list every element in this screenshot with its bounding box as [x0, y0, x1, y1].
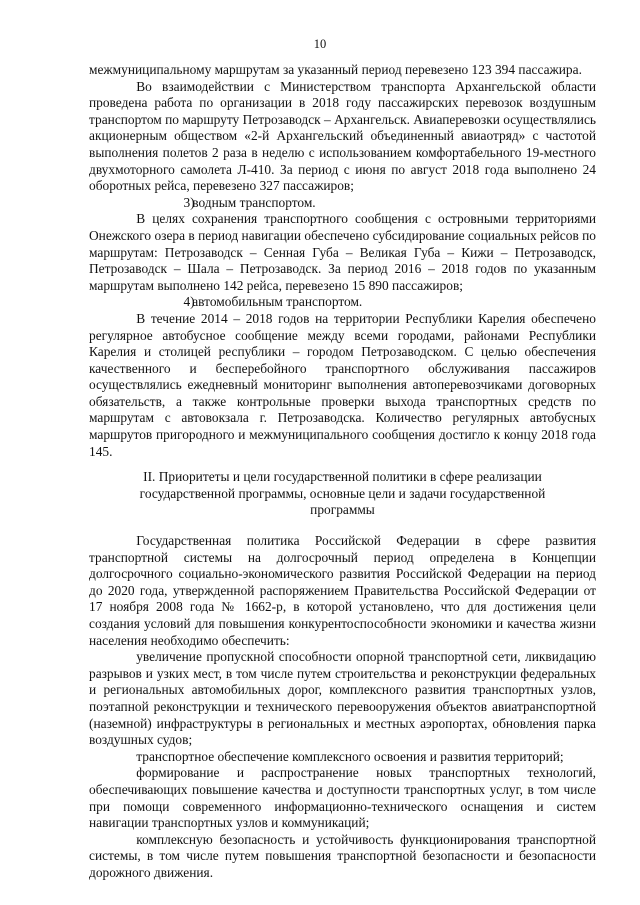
section-heading: II. Приоритеты и цели государственной политики в сфере реализации государственной программы, основные цели и задачи государственной программы	[139, 469, 546, 518]
page-number: 10	[313, 37, 327, 51]
paragraph-water-transport: В целях сохранения транспортного сообщения с островными территориями Онежского озера в период навигации обеспечено субсидирование социальных рейсов по маршрутам: Петрозаводск – Сенная Губа – Великая Губа – Кижи – Петрозаводск, Петрозаводск – Шала – Петрозаводск. За период 2016 – 2018 годов по указанным маршрутам выполнено 142 рейса, перевезено 15 890 пассажиров;	[89, 211, 596, 293]
paragraph-state-policy: Государственная политика Российской Федерации в сфере развития транспортной системы на долгосрочный период определена в Концепции долгосрочного социально-экономического развития Российской Федерации на период до 2020 года, утвержденной распоряжением Правительства Российской Федерации от 17 ноября 2008 года № 1662-р, в которой установлено, что для достижения цели создания условий для повышения конкурентоспособности экономики и качества жизни населения необходимо обеспечить:	[89, 533, 596, 648]
list-item-text: водным транспортом.	[192, 194, 316, 210]
list-item-water-transport	[89, 195, 596, 212]
document-body	[89, 62, 596, 882]
list-item-road-transport	[89, 294, 596, 311]
list-item-number: 3)	[183, 194, 195, 210]
paragraph-road-transport: В течение 2014 – 2018 годов на территории Республики Карелия обеспечено регулярное автобусное сообщение между всеми городами, районами Республики Карелия и столицей республики – городом Петрозаводском. С целью обеспечения качественного и бесперебойного транспортного обслуживания пассажиров осуществлялись ежедневный мониторинг выполнения автоперевозчиками договорных обязательств, а также контрольные проверки выхода транспортных средств по маршрутам с автовокзала г. Петрозаводска. Количество регулярных автобусных маршрутов пригородного и межмуниципального сообщения достигло к концу 2018 года 145.	[89, 310, 596, 459]
paragraph-safety: комплексную безопасность и устойчивость функционирования транспортной системы, в том числе путем повышения транспортной безопасности и безопасности дорожного движения.	[89, 831, 596, 880]
paragraph-capacity: увеличение пропускной способности опорной транспортной сети, ликвидацию разрывов и узких мест, в том числе путем строительства и реконструкции федеральных и региональных автомобильных дорог, комплексного развития транспортных узлов, поэтапной реконструкции и технического перевооружения объектов авиатранспортной (наземной) инфраструктуры в региональных и местных аэропортах, обновления парка воздушных судов;	[89, 649, 596, 748]
paragraph-passenger-count: межмуниципальному маршрутам за указанный период перевезено 123 394 пассажира.	[89, 62, 582, 77]
list-item-text: автомобильным транспортом.	[192, 294, 363, 310]
paragraph-territories: транспортное обеспечение комплексного освоения и развития территорий;	[136, 748, 564, 764]
paragraph-technologies: формирование и распространение новых транспортных технологий, обеспечивающих повышение качества и доступности транспортных услуг, в том числе при помощи современного информационно-технического оснащения и систем навигации транспортных узлов и коммуникаций;	[89, 765, 596, 831]
paragraph-air-transport: Во взаимодействии с Министерством транспорта Архангельской области проведена работа по организации в 2018 году пассажирских перевозок воздушным транспортом по маршруту Петрозаводск – Архангельск. Авиаперевозки осуществлялись акционерным обществом «2-й Архангельский объединенный авиаотряд» с частотой выполнения полетов 2 раза в неделю с использованием комфортабельного 19-местного двухмоторного самолета Л-410. За период с июня по август 2018 года выполнено 24 оборотных рейса, перевезено 327 пассажиров;	[89, 78, 596, 194]
list-item-number: 4)	[183, 294, 195, 310]
